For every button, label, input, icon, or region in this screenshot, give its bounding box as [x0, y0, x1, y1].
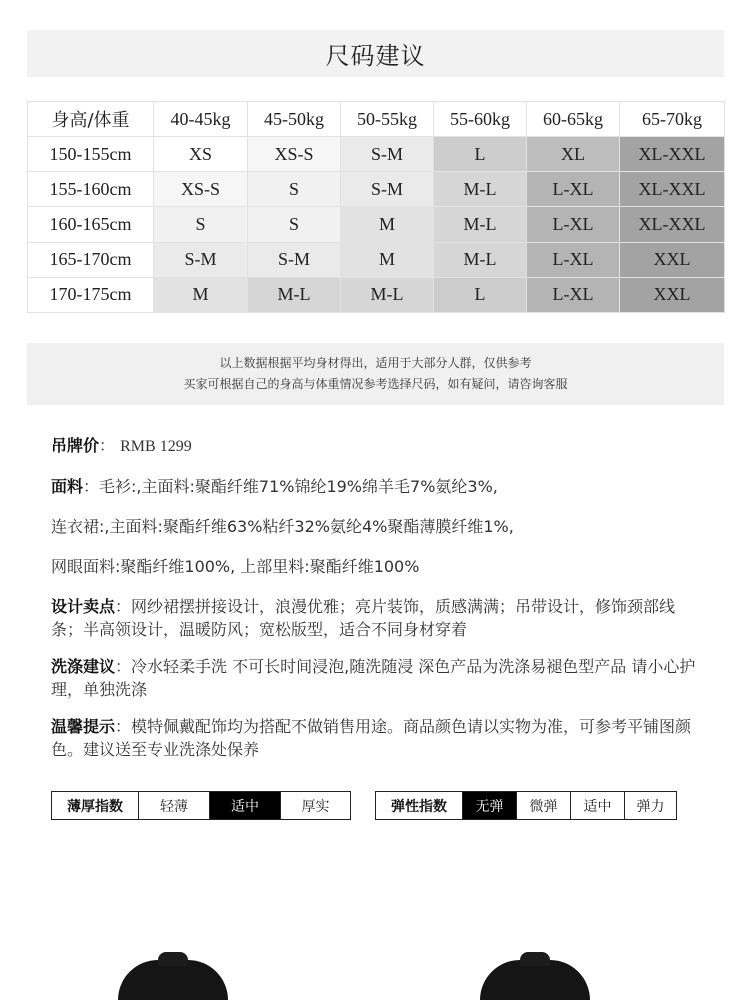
tip-value: ：模特佩戴配饰均为搭配不做销售用途。商品颜色请以实物为准，可参考平铺图颜色。建议送至专业洗涤处保养	[51, 717, 692, 759]
table-row	[28, 207, 725, 242]
header-cell-height-weight: 身高/体重	[28, 102, 154, 137]
header-cell-weight: 60-65kg	[527, 102, 620, 137]
wash-advice	[51, 655, 701, 701]
fabric-line	[51, 475, 701, 498]
table-header-row	[28, 102, 725, 137]
size-cell: L	[434, 137, 527, 172]
sweater-collar-shape	[520, 952, 550, 966]
size-cell: S-M	[248, 242, 341, 277]
elasticity-scale	[375, 791, 677, 820]
fabric-label: 面料	[51, 477, 84, 496]
size-cell: XL-XXL	[620, 137, 725, 172]
size-cell: S	[154, 207, 248, 242]
size-cell: L-XL	[527, 277, 620, 312]
design-label: 设计卖点	[51, 597, 116, 616]
size-cell: M-L	[341, 277, 434, 312]
size-cell: M-L	[434, 207, 527, 242]
size-cell: M	[341, 242, 434, 277]
price-value: RMB 1299	[120, 438, 192, 455]
mesh-fabric-line: 网眼面料:聚酯纤维100%, 上部里料:聚酯纤维100%	[51, 557, 420, 576]
size-cell: S	[248, 172, 341, 207]
table-row	[28, 172, 725, 207]
product-image-front	[118, 960, 228, 1000]
note-line-2: 买家可根据自己的身高与体重情况参考选择尺码，如有疑问，请咨询客服	[183, 377, 568, 391]
header-cell-weight: 50-55kg	[341, 102, 434, 137]
elasticity-option-none: 无弹	[462, 792, 516, 819]
note-line-1: 以上数据根据平均身材得出，适用于大部分人群，仅供参考	[219, 356, 532, 370]
tip-label: 温馨提示	[51, 717, 116, 736]
product-image-back	[480, 960, 590, 1000]
height-cell: 170-175cm	[28, 277, 154, 312]
size-cell: S-M	[341, 172, 434, 207]
size-cell: L-XL	[527, 207, 620, 242]
thickness-option-thick: 厚实	[280, 792, 350, 819]
dress-fabric-line: 连衣裙:,主面料:聚酯纤维63%粘纤32%氨纶4%聚酯薄膜纤维1%,	[51, 517, 514, 536]
size-cell: S	[248, 207, 341, 242]
fabric-value: ：毛衫:,主面料:聚酯纤维71%锦纶19%绵羊毛7%氨纶3%,	[83, 477, 498, 496]
header-cell-weight: 65-70kg	[620, 102, 725, 137]
disclaimer-note	[27, 343, 724, 405]
size-chart-table	[27, 101, 725, 313]
thickness-label: 薄厚指数	[67, 798, 123, 815]
size-cell: S-M	[154, 242, 248, 277]
size-cell: L-XL	[527, 242, 620, 277]
size-cell: S-M	[341, 137, 434, 172]
elasticity-option-medium: 适中	[570, 792, 624, 819]
section-title	[27, 30, 724, 77]
wash-label: 洗涤建议	[51, 657, 116, 676]
height-cell: 165-170cm	[28, 242, 154, 277]
size-cell: XL-XXL	[620, 172, 725, 207]
height-cell: 150-155cm	[28, 137, 154, 172]
table-row	[28, 277, 725, 312]
size-cell: XXL	[620, 277, 725, 312]
size-cell: M	[341, 207, 434, 242]
height-cell: 160-165cm	[28, 207, 154, 242]
header-cell-weight: 45-50kg	[248, 102, 341, 137]
size-cell: M-L	[248, 277, 341, 312]
section-title-text: 尺码建议	[325, 42, 426, 70]
elasticity-option-stretch: 弹力	[624, 792, 676, 819]
size-cell: XL-XXL	[620, 207, 725, 242]
size-cell: L-XL	[527, 172, 620, 207]
size-cell: XXL	[620, 242, 725, 277]
price-separator: ：	[99, 436, 116, 455]
header-cell-weight: 40-45kg	[154, 102, 248, 137]
size-cell: M-L	[434, 242, 527, 277]
price-label: 吊牌价	[51, 436, 100, 455]
warm-tip	[51, 715, 701, 761]
elasticity-option-slight: 微弹	[516, 792, 570, 819]
price-line	[51, 434, 701, 458]
design-points	[51, 595, 701, 641]
thickness-option-light: 轻薄	[138, 792, 209, 819]
size-cell: L	[434, 277, 527, 312]
sweater-collar-shape	[158, 952, 188, 966]
table-row	[28, 137, 725, 172]
size-cell: XS-S	[154, 172, 248, 207]
table-row	[28, 242, 725, 277]
size-cell: M-L	[434, 172, 527, 207]
thickness-scale	[51, 791, 351, 820]
header-cell-weight: 55-60kg	[434, 102, 527, 137]
size-cell: M	[154, 277, 248, 312]
thickness-option-medium: 适中	[209, 792, 280, 819]
design-value: ：网纱裙摆拼接设计，浪漫优雅；亮片装饰，质感满满；吊带设计，修饰颈部线条；半高领设计，温暖防风；宽松版型，适合不同身材穿着	[51, 597, 676, 639]
size-cell: XL	[527, 137, 620, 172]
size-cell: XS	[154, 137, 248, 172]
size-cell: XS-S	[248, 137, 341, 172]
elasticity-label: 弹性指数	[391, 798, 447, 815]
height-cell: 155-160cm	[28, 172, 154, 207]
wash-value: ：冷水轻柔手洗 不可长时间浸泡,随洗随浸 深色产品为洗涤易褪色型产品 请小心护理，单独洗涤	[51, 657, 696, 699]
